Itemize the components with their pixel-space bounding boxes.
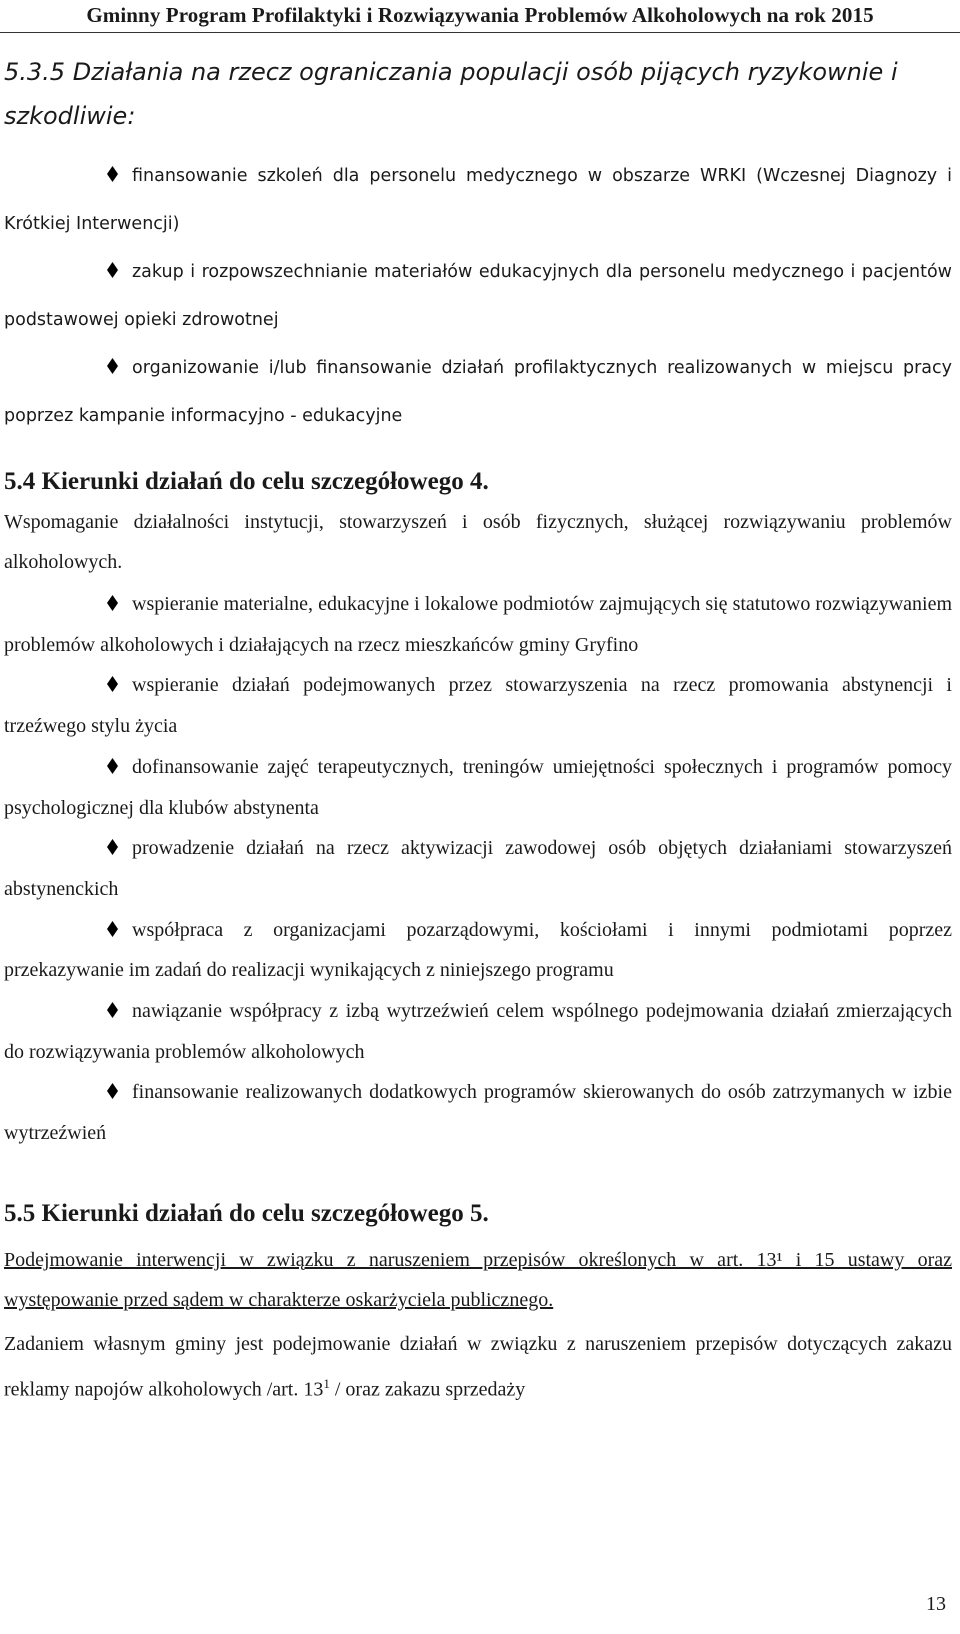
diamond-bullet-icon	[107, 595, 118, 611]
bullet-item	[4, 1072, 952, 1153]
diamond-bullet-icon	[107, 166, 118, 182]
diamond-bullet-icon	[107, 262, 118, 278]
diamond-bullet-icon	[107, 1002, 118, 1018]
bullet-text: finansowanie realizowanych dodatkowych programów skierowanych do osób zatrzymanych w izbie wytrzeźwień	[4, 1081, 952, 1145]
bullet-item	[4, 584, 952, 665]
bullet-text: prowadzenie działań na rzecz aktywizacji zawodowej osób objętych działaniami stowarzyszeń abstynenckich	[4, 837, 952, 900]
bullet-item	[4, 991, 952, 1072]
section-5-4-heading: 5.4 Kierunki działań do celu szczegółowego 4.	[4, 468, 489, 495]
diamond-bullet-icon	[107, 921, 118, 937]
bullet-item	[4, 910, 952, 991]
bullet-item	[4, 828, 952, 909]
bullet-item	[4, 665, 952, 746]
diamond-bullet-icon	[107, 1083, 118, 1099]
bullet-item	[4, 152, 952, 248]
bullet-text: wspieranie działań podejmowanych przez stowarzyszenia na rzecz promowania abstynencji i trzeźwego stylu życia	[4, 674, 952, 738]
page-content	[4, 50, 952, 1410]
section-5-5-body	[4, 1324, 952, 1410]
diamond-bullet-icon	[107, 676, 118, 692]
section-5-5-intro: Podejmowanie interwencji w związku z naruszeniem przepisów określonych w art. 13¹ i 15 ustawy oraz występowanie przed sądem w charakterze oskarżyciela publicznego.	[4, 1248, 952, 1311]
bullet-item	[4, 747, 952, 828]
section-5-4-intro: Wspomaganie działalności instytucji, stowarzyszeń i osób fizycznych, służącej rozwiązywaniu problemów alkoholowych.	[4, 511, 952, 573]
bullet-text: zakup i rozpowszechnianie materiałów edukacyjnych dla personelu medycznego i pacjentów podstawowej opieki zdrowotnej	[4, 262, 952, 330]
bullet-item	[4, 344, 952, 440]
page-number: 13	[926, 1593, 946, 1615]
bullet-text: organizowanie i/lub finansowanie działań profilaktycznych realizowanych w miejscu pracy poprzez kampanie informacyjno - edukacyjne	[4, 358, 952, 426]
diamond-bullet-icon	[107, 758, 118, 774]
section-5-3-5-list	[4, 152, 952, 440]
bullet-text: współpraca z organizacjami pozarządowymi, kościołami i innymi podmiotami poprzez przekazywanie im zadań do realizacji wynikających z niniejszego programu	[4, 918, 952, 982]
section-5-5-heading: 5.5 Kierunki działań do celu szczegółowego 5.	[4, 1199, 489, 1227]
bullet-text: finansowanie szkoleń dla personelu medycznego w obszarze WRKI (Wczesnej Diagnozy i Krótkiej Interwencji)	[4, 166, 952, 234]
body-text: Zadaniem własnym gminy jest podejmowanie działań w związku z naruszeniem przepisów dotyczących zakazu reklamy napojów alkoholowych /art. 13	[4, 1332, 952, 1401]
section-5-4-list	[4, 584, 952, 1154]
diamond-bullet-icon	[107, 358, 118, 374]
bullet-text: dofinansowanie zajęć terapeutycznych, treningów umiejętności społecznych i programów pomocy psychologicznej dla klubów abstynenta	[4, 755, 952, 819]
diamond-bullet-icon	[107, 839, 118, 855]
body-text-continued: / oraz zakazu sprzedaży	[329, 1378, 526, 1401]
header-rule	[0, 32, 960, 33]
superscript-footnote: 1	[323, 1375, 330, 1391]
bullet-text: nawiązanie współpracy z izbą wytrzeźwień celem wspólnego podejmowania działań zmierzających do rozwiązywania problemów alkoholowych	[4, 1000, 952, 1063]
bullet-item	[4, 248, 952, 344]
section-5-3-5-heading: 5.3.5 Działania na rzecz ograniczania populacji osób pijących ryzykownie i szkodliwie:	[4, 58, 898, 130]
running-header: Gminny Program Profilaktyki i Rozwiązywania Problemów Alkoholowych na rok 2015	[86, 3, 874, 27]
bullet-text: wspieranie materialne, edukacyjne i lokalowe podmiotów zajmujących się statutowo rozwiązywaniem problemów alkoholowych i działających na rzecz mieszkańców gminy Gryfino	[4, 593, 952, 656]
